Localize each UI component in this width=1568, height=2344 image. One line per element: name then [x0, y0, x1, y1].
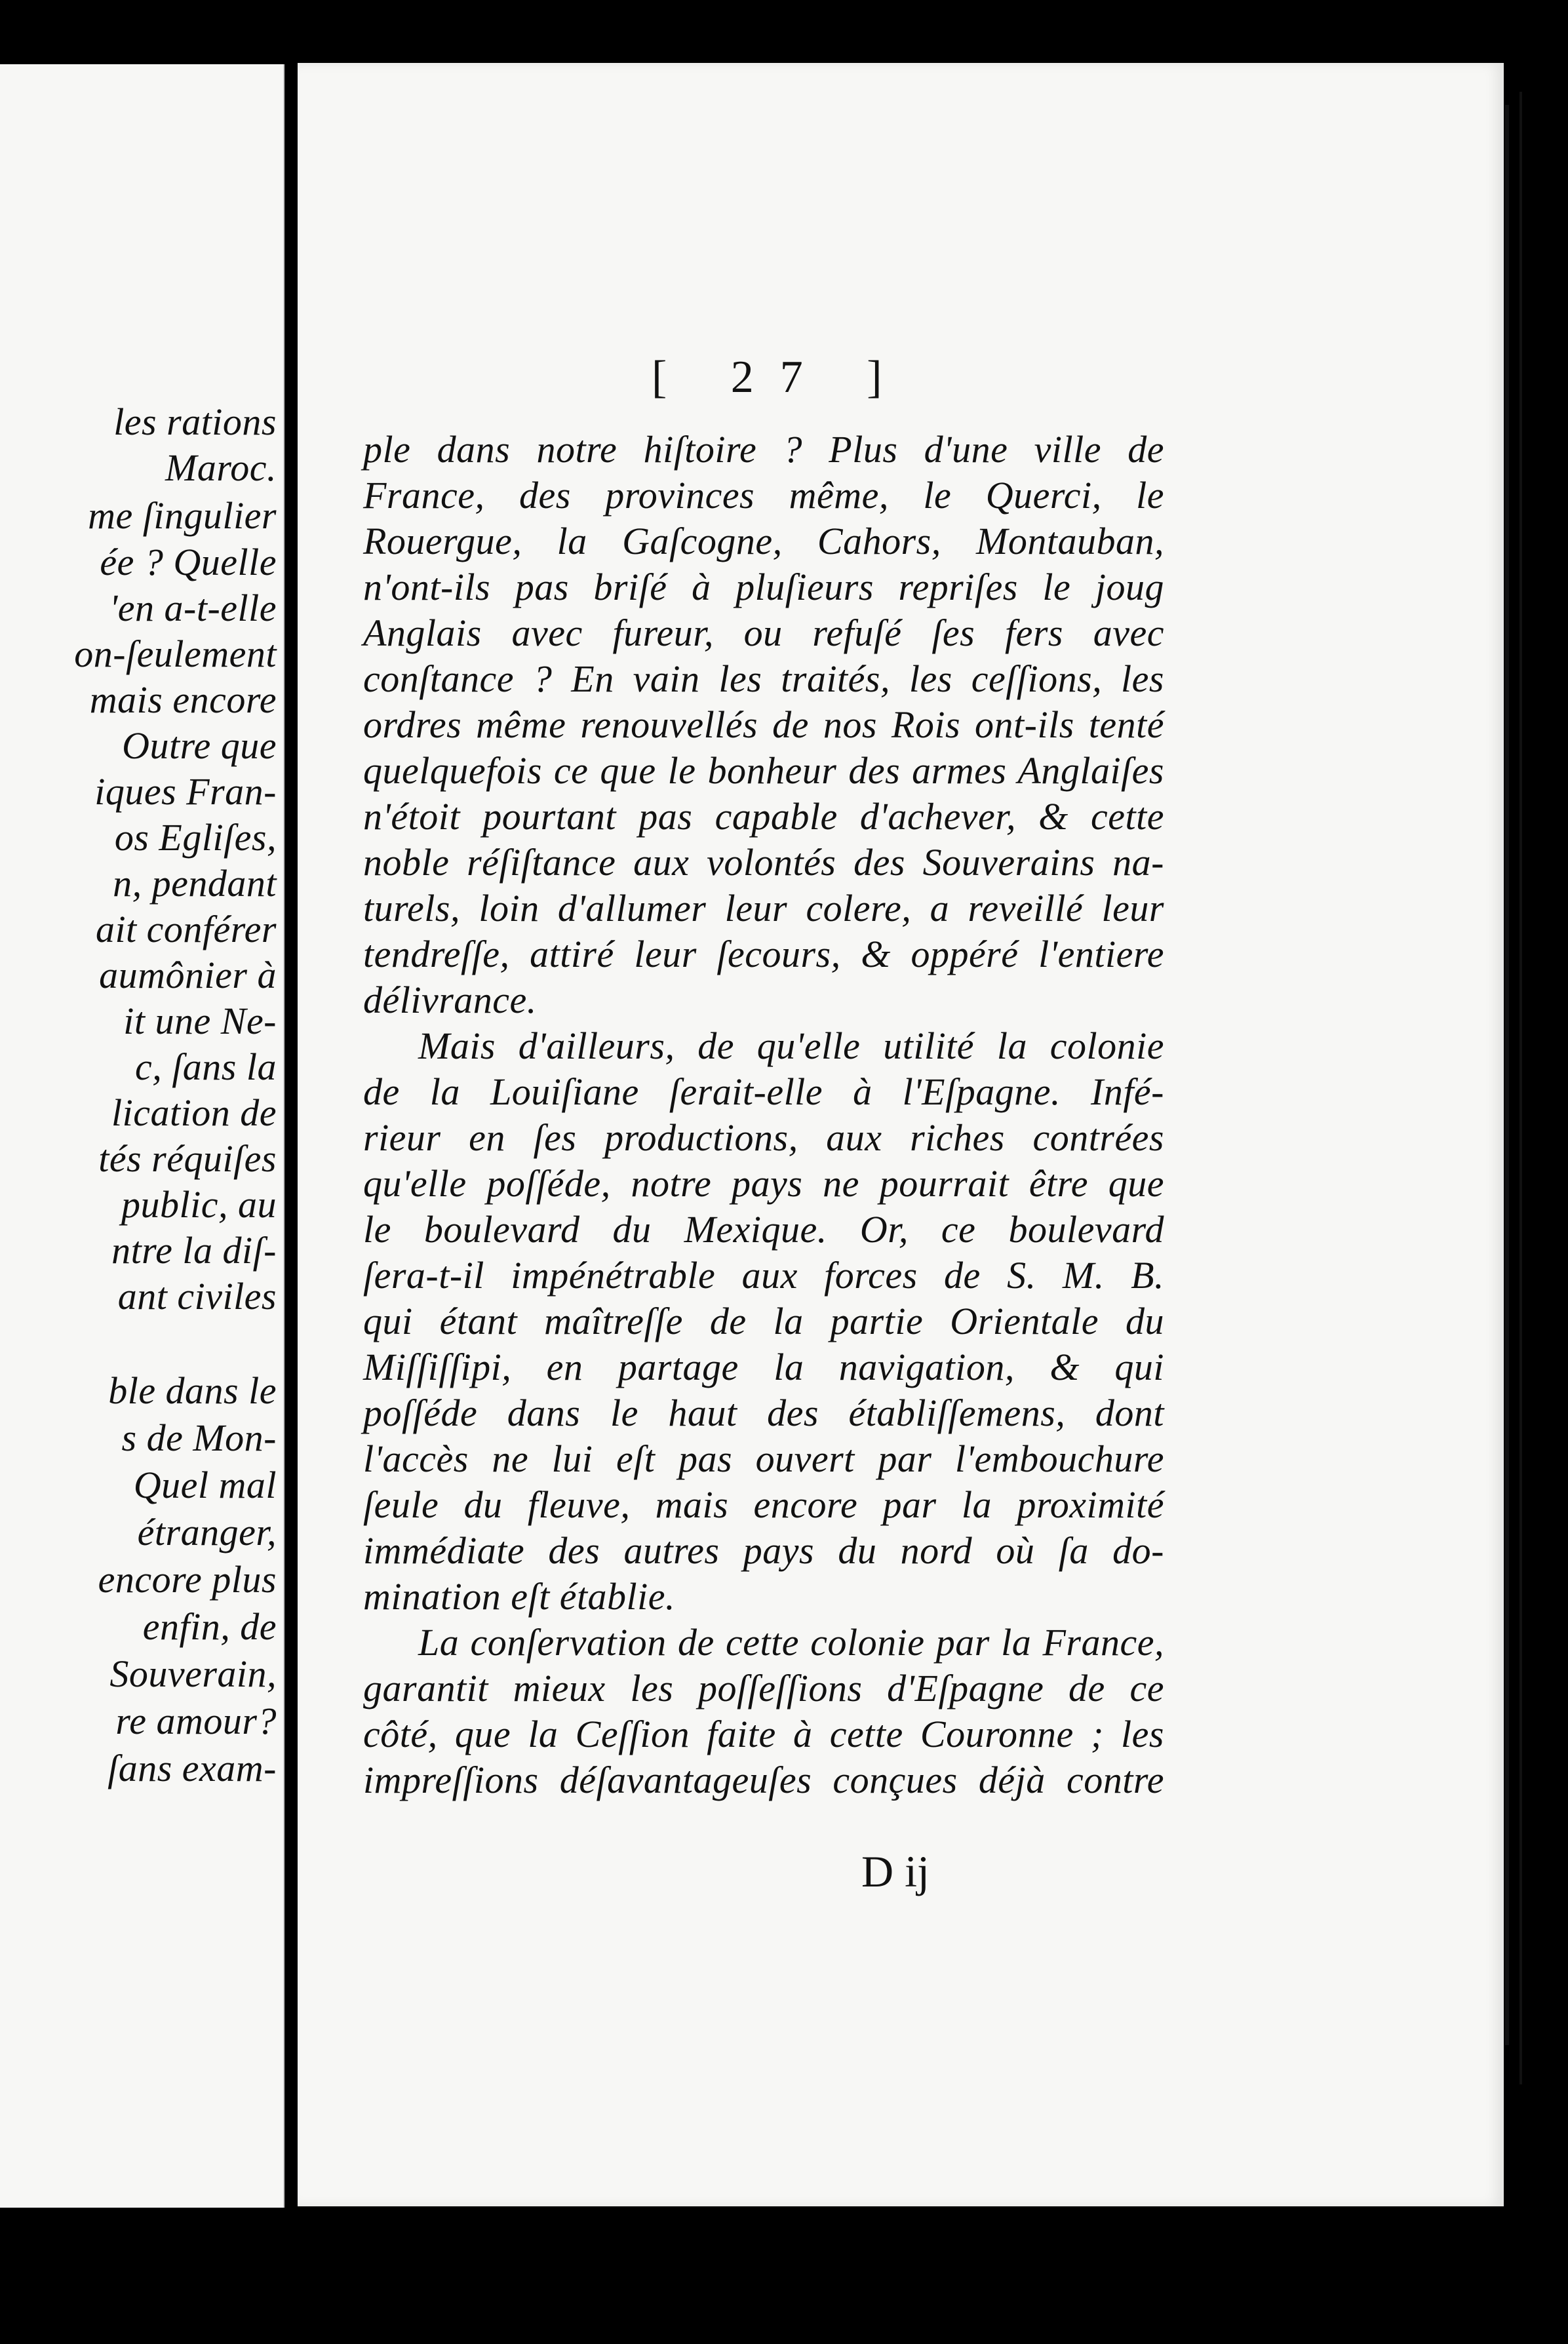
left-line: os Egliſes,: [114, 816, 277, 859]
left-line: ble dans le: [108, 1369, 277, 1412]
left-line: 'en a-t-elle: [109, 587, 277, 629]
left-line: Quel mal: [133, 1464, 277, 1506]
left-line: Maroc.: [165, 446, 277, 489]
signature-mark: D ij: [861, 1846, 930, 1896]
body-line: Rouergue, la Gaſcogne, Cahors, Montauban,: [363, 520, 1164, 562]
page-number: [ 27 ]: [652, 352, 909, 402]
left-line: aumônier à: [99, 954, 277, 996]
left-line: Outre que: [122, 724, 277, 767]
left-line: ée ? Quelle: [100, 541, 277, 583]
body-line: ple dans notre hiſtoire ? Plus d'une ville de: [363, 428, 1164, 471]
right-page: [298, 63, 1504, 2206]
body-line: poſſéde dans le haut des établiſſemens, dont: [363, 1392, 1164, 1434]
left-line: public, au: [121, 1183, 277, 1226]
body-line: délivrance.: [363, 979, 537, 1021]
left-line: ait conférer: [95, 908, 277, 950]
left-line: ſans exam-: [108, 1747, 277, 1789]
left-line: s de Mon-: [121, 1416, 277, 1459]
left-line: mais encore: [89, 678, 277, 721]
body-line: La conſervation de cette colonie par la France,: [418, 1621, 1164, 1664]
left-line: it une Ne-: [123, 1000, 277, 1042]
body-line: n'étoit pourtant pas capable d'achever, & cette: [363, 795, 1164, 838]
body-line: n'ont-ils pas briſé à pluſieurs repriſes le joug: [363, 566, 1164, 608]
body-line: rieur en ſes productions, aux riches contrées: [363, 1116, 1164, 1159]
left-line: ant civiles: [117, 1275, 277, 1318]
body-line: turels, loin d'allumer leur colere, a reveillé leur: [363, 887, 1164, 929]
body-line: le boulevard du Mexique. Or, ce boulevard: [363, 1208, 1164, 1251]
body-line: côté, que la Ceſſion faite à cette Couronne ; les: [363, 1713, 1164, 1755]
body-line: immédiate des autres pays du nord où ſa do-: [363, 1529, 1164, 1572]
body-line: garantit mieux les poſſeſſions d'Eſpagne de ce: [363, 1667, 1164, 1709]
body-line: qui étant maîtreſſe de la partie Orientale du: [363, 1300, 1164, 1342]
body-line: ſeule du fleuve, mais encore par la proximité: [363, 1483, 1164, 1526]
left-line: étranger,: [137, 1511, 277, 1553]
left-line: me ſingulier: [88, 494, 277, 537]
page-edge: [1519, 92, 1522, 2084]
left-line: tés réquiſes: [98, 1137, 277, 1180]
left-line: enfin, de: [142, 1605, 277, 1648]
left-line: iques Fran-: [94, 770, 277, 813]
body-line: ſera-t-il impénétrable aux forces de S. M. B.: [363, 1254, 1164, 1297]
left-line: Souverain,: [109, 1652, 277, 1695]
left-line: on-ſeulement: [74, 633, 277, 675]
left-line: n, pendant: [113, 862, 277, 905]
left-line: encore plus: [98, 1558, 277, 1601]
body-line: l'accès ne lui eſt pas ouvert par l'embouchure: [363, 1437, 1164, 1480]
body-line: impreſſions déſavantageuſes conçues déjà contre: [363, 1759, 1164, 1801]
body-line: noble réſiſtance aux volontés des Souverains na-: [363, 841, 1164, 884]
body-line: tendreſſe, attiré leur ſecours, & oppéré l'entiere: [363, 933, 1164, 975]
body-line: France, des provinces même, le Querci, le: [363, 474, 1164, 517]
body-line: Mais d'ailleurs, de qu'elle utilité la colonie: [418, 1025, 1164, 1067]
body-line: Anglais avec fureur, ou refuſé ſes fers avec: [363, 612, 1164, 654]
body-line: qu'elle poſſéde, notre pays ne pourrait être que: [363, 1162, 1164, 1205]
left-page: [0, 64, 284, 2208]
body-line: Miſſiſſipi, en partage la navigation, & qui: [363, 1346, 1164, 1388]
body-line: mination eſt établie.: [363, 1575, 676, 1618]
left-line: re amour?: [115, 1700, 277, 1742]
left-line: lication de: [111, 1091, 277, 1134]
left-line: les rations: [113, 400, 277, 443]
body-line: conſtance ? En vain les traités, les ceſſions, les: [363, 657, 1164, 700]
body-line: de la Louiſiane ſerait-elle à l'Eſpagne. Infé-: [363, 1070, 1164, 1113]
page-edge: [1505, 105, 1509, 2045]
left-line: c, ſans la: [134, 1045, 277, 1088]
body-line: ordres même renouvellés de nos Rois ont-ils tenté: [363, 703, 1164, 746]
body-line: quelquefois ce que le bonheur des armes Anglaiſes: [363, 749, 1164, 792]
left-line: ntre la diſ-: [111, 1229, 277, 1272]
